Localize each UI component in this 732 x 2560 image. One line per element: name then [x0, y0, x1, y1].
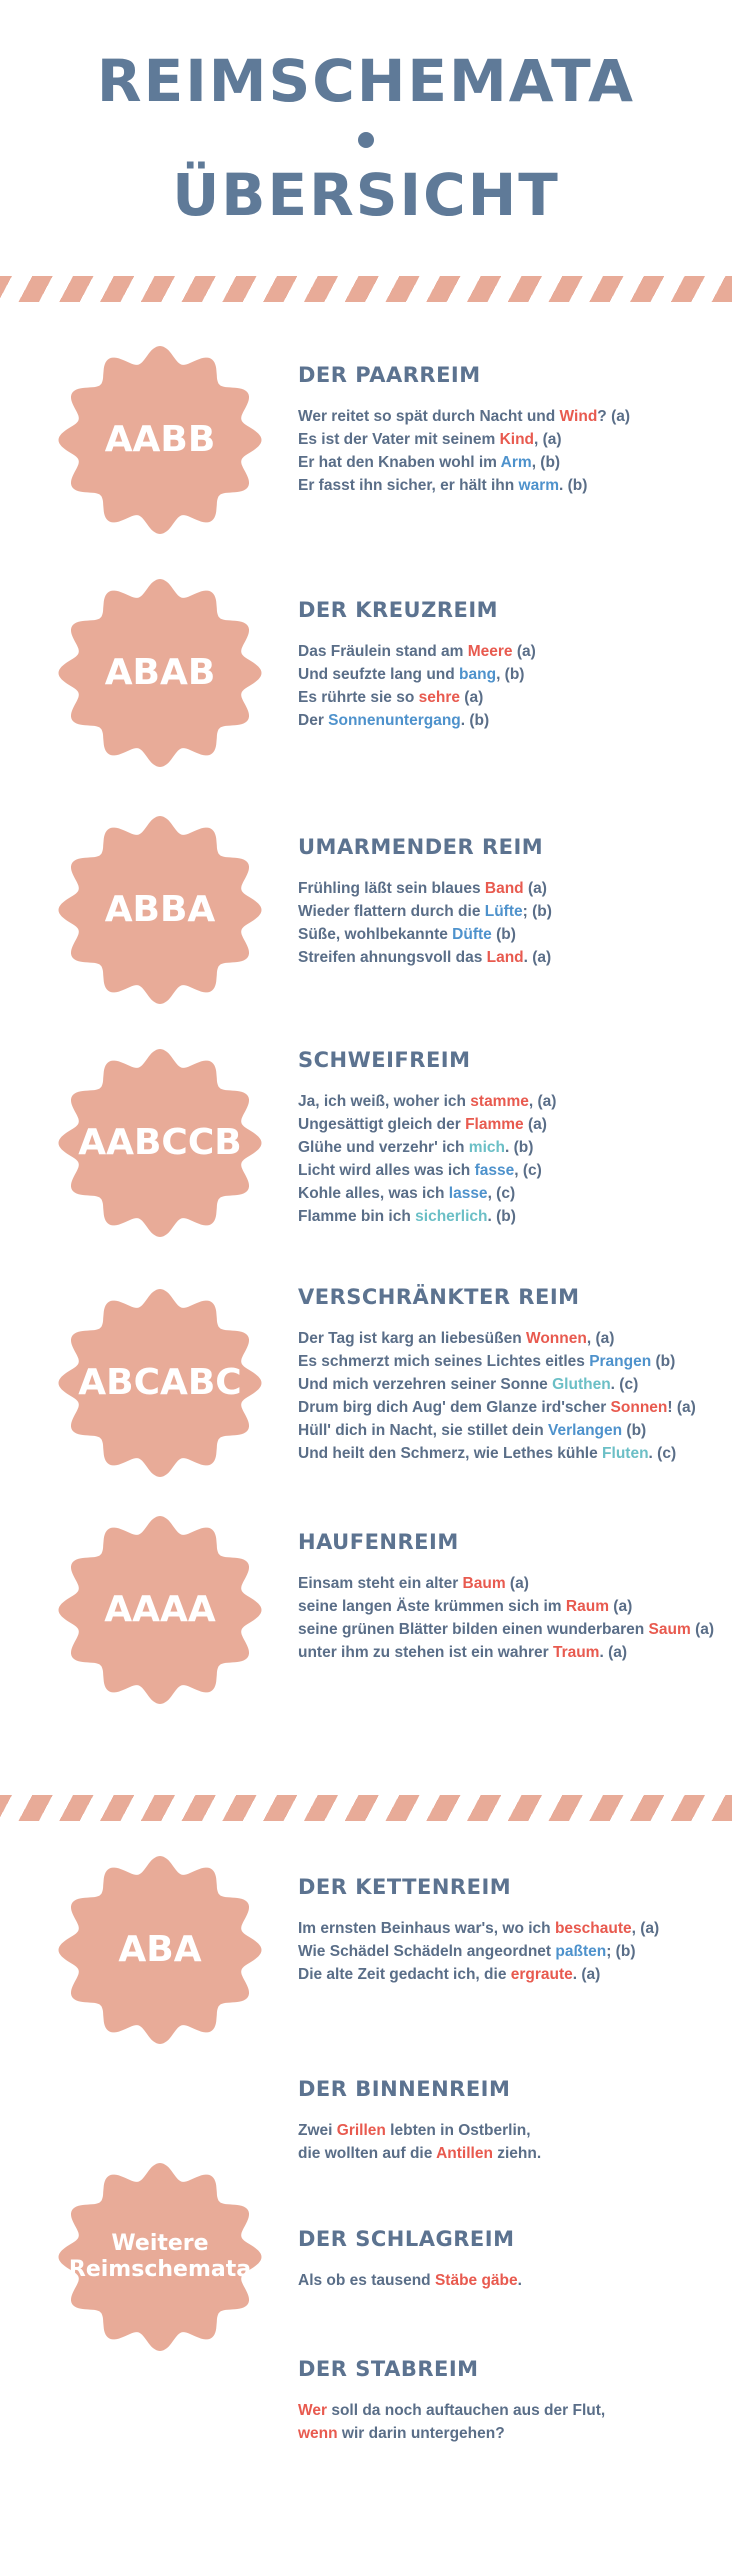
rhyme-word: bang	[459, 666, 497, 683]
rhyme-word: Prangen	[589, 1353, 652, 1370]
line-text: Und heilt den Schmerz, wie Lethes kühle	[298, 1445, 603, 1462]
line-text: (a)	[505, 1575, 529, 1592]
line-text: (b)	[622, 1422, 647, 1439]
line-text: , (a)	[586, 1330, 615, 1347]
line-text: , (c)	[487, 1185, 516, 1202]
line-text: .	[517, 2272, 522, 2289]
rhyme-word: Lüfte	[484, 903, 523, 920]
line-text: . (c)	[648, 1445, 677, 1462]
section-heading: DER KETTENREIM	[298, 1875, 512, 1899]
line-text: Süße, wohlbekannte	[298, 926, 453, 943]
line-text: Kohle alles, was ich	[298, 1185, 449, 1202]
line-text: die wollten auf die	[298, 2145, 437, 2162]
line-text: . (b)	[487, 1208, 516, 1225]
poem-line	[298, 1113, 718, 1136]
rhyme-word: warm	[518, 477, 560, 494]
line-text: (a)	[690, 1621, 715, 1638]
badge-label: AABB	[104, 419, 216, 461]
section-heading: HAUFENREIM	[298, 1530, 459, 1554]
line-text: . (b)	[460, 712, 490, 729]
line-text: unter ihm zu stehen ist ein wahrer	[298, 1644, 553, 1661]
line-text: Er hat den Knaben wohl im	[298, 454, 501, 471]
rhyme-word: mich	[468, 1139, 505, 1156]
line-text: . (b)	[559, 477, 588, 494]
poem-line	[298, 663, 718, 686]
line-text: ! (a)	[667, 1399, 696, 1416]
rhyme-word: lasse	[448, 1185, 488, 1202]
rhyme-word: fasse	[474, 1162, 515, 1179]
poem-line	[298, 1136, 718, 1159]
line-text: Das Fräulein stand am	[298, 643, 468, 660]
line-text: , (b)	[496, 666, 525, 683]
section-kettenreim	[298, 1875, 718, 1986]
rhyme-word: paßten	[555, 1943, 607, 1960]
badge-label: AABCCB	[78, 1122, 242, 1164]
badge-aba	[55, 1850, 265, 2050]
line-text: Zwei	[298, 2122, 337, 2139]
section-kreuzreim	[298, 598, 718, 732]
line-text: (b)	[491, 926, 516, 943]
section-heading: UMARMENDER REIM	[298, 835, 544, 859]
title-line-1: REIMSCHEMATA	[96, 47, 636, 115]
poem-line	[298, 1963, 718, 1986]
line-text: Im ernsten Beinhaus war's, wo ich	[298, 1920, 555, 1937]
badge-label: AAAA	[104, 1589, 216, 1631]
section-binnenreim	[298, 2077, 718, 2165]
poem-line	[298, 1618, 718, 1641]
poem-line	[298, 877, 718, 900]
rhyme-word: Kind	[499, 431, 535, 448]
rhyme-word: Arm	[500, 454, 532, 471]
line-text: Glühe und verzehr' ich	[298, 1139, 469, 1156]
poem-line	[298, 2422, 718, 2445]
line-text: (a)	[523, 1116, 547, 1133]
rhyme-word: Flamme	[465, 1116, 524, 1133]
rhyme-word: Band	[484, 880, 524, 897]
section-heading: DER KREUZREIM	[298, 598, 499, 622]
line-text: seine grünen Blätter bilden einen wunderbaren	[298, 1621, 649, 1638]
line-text: , (a)	[631, 1920, 660, 1937]
line-text: ziehn.	[492, 2145, 542, 2162]
poem-line	[298, 1917, 718, 1940]
badge-aabb	[55, 340, 265, 540]
rhyme-word: Traum	[552, 1644, 600, 1661]
poem-line	[298, 1572, 718, 1595]
line-text: Hüll' dich in Nacht, sie stillet dein	[298, 1422, 549, 1439]
poem-line	[298, 1442, 718, 1465]
badge-label: ABA	[118, 1929, 202, 1971]
poem-line	[298, 1419, 718, 1442]
rhyme-word: beschaute	[554, 1920, 632, 1937]
rhyme-word: Stäbe gäbe	[434, 2272, 518, 2289]
line-text: ; (b)	[522, 903, 552, 920]
rhyme-word: Grillen	[336, 2122, 386, 2139]
badge-label: Weitere Reimschemata	[68, 2230, 252, 2282]
poem-line	[298, 1159, 718, 1182]
section-stabreim	[298, 2357, 718, 2445]
line-text: seine langen Äste krümmen sich im	[298, 1598, 566, 1615]
poem-line	[298, 1396, 718, 1419]
rhyme-word: stamme	[470, 1093, 529, 1110]
poem-line	[298, 900, 718, 923]
section-heading: DER STABREIM	[298, 2357, 479, 2381]
line-text: , (b)	[531, 454, 561, 471]
stripe-divider-middle	[0, 1795, 732, 1821]
line-text: Licht wird alles was ich	[298, 1162, 475, 1179]
section-heading: DER PAARREIM	[298, 363, 481, 387]
section-heading: VERSCHRÄNKTER REIM	[298, 1285, 580, 1309]
line-text: ; (b)	[606, 1943, 636, 1960]
poem-line	[298, 709, 718, 732]
rhyme-word: ergraute	[510, 1966, 573, 1983]
rhyme-word: wenn	[298, 2425, 338, 2442]
rhyme-word: Wind	[559, 408, 598, 425]
line-text: Es ist der Vater mit seinem	[298, 431, 500, 448]
poem-line	[298, 2269, 718, 2292]
section-heading: DER BINNENREIM	[298, 2077, 511, 2101]
section-haufenreim	[298, 1530, 718, 1664]
line-text: , (a)	[528, 1093, 557, 1110]
section-verschraenkter-reim	[298, 1285, 718, 1465]
line-text: Es rührte sie so	[298, 689, 419, 706]
poem-line	[298, 474, 718, 497]
line-text: Wer reitet so spät durch Nacht und	[298, 408, 560, 425]
line-text: (a)	[608, 1598, 633, 1615]
poem-line	[298, 428, 718, 451]
line-text: Drum birg dich Aug' dem Glanze ird'scher	[298, 1399, 611, 1416]
badge-label: ABAB	[104, 652, 216, 694]
line-text: Einsam steht ein alter	[298, 1575, 463, 1592]
badge-abcabc	[55, 1283, 265, 1483]
rhyme-word: Sonnen	[610, 1399, 668, 1416]
line-text: Ja, ich weiß, woher ich	[298, 1093, 471, 1110]
poem-line	[298, 405, 718, 428]
line-text: Der	[298, 712, 329, 729]
line-text: Der Tag ist karg an liebesüßen	[298, 1330, 526, 1347]
line-text: Als ob es tausend	[298, 2272, 435, 2289]
rhyme-word: Saum	[648, 1621, 691, 1638]
title-dot	[358, 132, 374, 148]
poem-line	[298, 1205, 718, 1228]
badge-aabccb	[55, 1043, 265, 1243]
rhyme-word: Verlangen	[548, 1422, 623, 1439]
line-text: (a)	[523, 880, 547, 897]
poem-line	[298, 946, 718, 969]
poem-line	[298, 1350, 718, 1373]
badge-label: ABBA	[104, 889, 216, 931]
poem-line	[298, 451, 718, 474]
section-paarreim	[298, 363, 718, 497]
rhyme-word: Land	[486, 949, 524, 966]
line-text: Und seufzte lang und	[298, 666, 460, 683]
stripe-divider-top	[0, 276, 732, 302]
line-text: . (a)	[599, 1644, 628, 1661]
line-text: wir darin untergehen?	[337, 2425, 505, 2442]
section-schweifreim	[298, 1048, 718, 1228]
badge-aaaa	[55, 1510, 265, 1710]
line-text: , (c)	[514, 1162, 542, 1179]
line-text: Die alte Zeit gedacht ich, die	[298, 1966, 511, 1983]
poem-line	[298, 1373, 718, 1396]
line-text: ? (a)	[597, 408, 631, 425]
line-text: Er fasst ihn sicher, er hält ihn	[298, 477, 519, 494]
poem-line	[298, 2399, 718, 2422]
poem-line	[298, 1327, 718, 1350]
line-text: soll da noch auftauchen aus der Flut,	[327, 2402, 606, 2419]
badge-abab	[55, 573, 265, 773]
section-schlagreim	[298, 2227, 718, 2292]
line-text: , (a)	[534, 431, 562, 448]
rhyme-word: Wer	[298, 2402, 328, 2419]
line-text: Frühling läßt sein blaues	[298, 880, 485, 897]
poem-line	[298, 1641, 718, 1664]
line-text: lebten in Ostberlin,	[385, 2122, 531, 2139]
line-text: Ungesättigt gleich der	[298, 1116, 466, 1133]
poem-line	[298, 1182, 718, 1205]
line-text: Und mich verzehren seiner Sonne	[298, 1376, 553, 1393]
badge-label: ABCABC	[78, 1362, 242, 1404]
section-umarmender-reim	[298, 835, 718, 969]
badge-weitere-reimschemata	[55, 2157, 265, 2357]
rhyme-word: Raum	[565, 1598, 609, 1615]
section-heading: DER SCHLAGREIM	[298, 2227, 515, 2251]
section-heading: SCHWEIFREIM	[298, 1048, 471, 1072]
poem-line	[298, 1940, 718, 1963]
rhyme-word: Antillen	[436, 2145, 493, 2162]
poem-line	[298, 686, 718, 709]
line-text: Wieder flattern durch die	[298, 903, 485, 920]
line-text: (a)	[459, 689, 484, 706]
rhyme-word: sicherlich	[415, 1208, 488, 1225]
line-text: (a)	[512, 643, 536, 660]
rhyme-word: Wonnen	[525, 1330, 587, 1347]
line-text: . (c)	[610, 1376, 639, 1393]
poem-line	[298, 640, 718, 663]
poem-line	[298, 2119, 718, 2142]
rhyme-word: Meere	[467, 643, 513, 660]
rhyme-word: Baum	[462, 1575, 506, 1592]
rhyme-word: Sonnenuntergang	[328, 712, 461, 729]
line-text: . (a)	[572, 1966, 601, 1983]
rhyme-word: sehre	[418, 689, 460, 706]
title-line-2: ÜBERSICHT	[172, 161, 560, 229]
rhyme-word: Fluten	[602, 1445, 649, 1462]
line-text: (b)	[651, 1353, 676, 1370]
line-text: Flamme bin ich	[298, 1208, 416, 1225]
rhyme-word: Gluthen	[552, 1376, 611, 1393]
line-text: . (a)	[523, 949, 552, 966]
poem-line	[298, 2142, 718, 2165]
poem-line	[298, 1090, 718, 1113]
line-text: Es schmerzt mich seines Lichtes eitles	[298, 1353, 590, 1370]
badge-abba	[55, 810, 265, 1010]
line-text: Streifen ahnungsvoll das	[298, 949, 487, 966]
line-text: Wie Schädel Schädeln angeordnet	[298, 1943, 556, 1960]
line-text: . (b)	[504, 1139, 534, 1156]
poem-line	[298, 923, 718, 946]
rhyme-word: Düfte	[452, 926, 492, 943]
poem-line	[298, 1595, 718, 1618]
